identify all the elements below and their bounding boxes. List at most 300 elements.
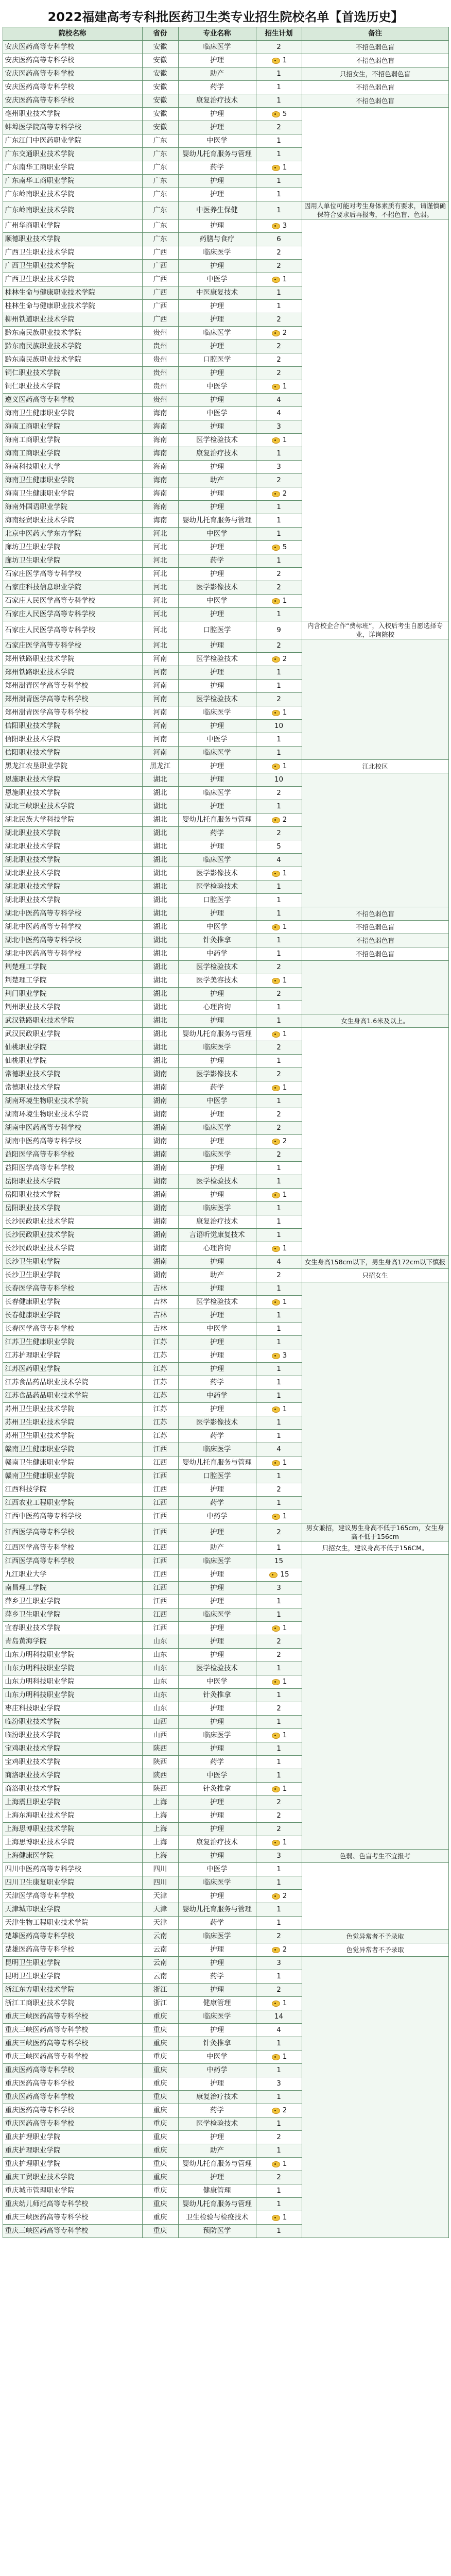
school-name: 江西医学高等专科学校 (5, 1528, 75, 1536)
province-cell: 江西 (142, 1483, 178, 1497)
major-cell: 护理 (178, 1984, 256, 1997)
plan-cell (256, 340, 302, 353)
major-cell: 护理 (178, 1189, 256, 1202)
school-name: 重庆医药高等专科学校 (5, 2079, 75, 2088)
plan-cell (256, 2104, 302, 2117)
plan-cell (256, 1769, 302, 1783)
major-cell: 婴幼儿托育服务与管理 (178, 1028, 256, 1041)
school-cell (3, 94, 142, 108)
plan-count: 1 (276, 1365, 281, 1373)
school-cell (3, 108, 142, 121)
school-cell (3, 1229, 142, 1242)
plan-cell (256, 121, 302, 134)
school-cell (3, 1497, 142, 1510)
province-cell: 湖南 (142, 1215, 178, 1229)
mascot-icon (271, 544, 281, 551)
plan-count: 2 (282, 329, 287, 337)
plan-cell (256, 1582, 302, 1595)
plan-cell (256, 67, 302, 81)
table-row (3, 639, 448, 653)
major-cell: 护理 (178, 907, 256, 921)
province-cell: 山东 (142, 1662, 178, 1675)
plan-count: 1 (276, 206, 281, 214)
province-cell: 湖北 (142, 988, 178, 1001)
plan-count: 3 (276, 463, 281, 471)
school-name: 廊坊卫生职业学院 (5, 543, 61, 551)
major-cell: 心理咨询 (178, 1001, 256, 1014)
school-name: 海南工商职业学院 (5, 436, 61, 444)
plan-count: 3 (276, 2079, 281, 2088)
plan-count: 3 (276, 1852, 281, 1860)
school-cell (3, 840, 142, 854)
province-cell: 海南 (142, 501, 178, 514)
province-cell: 广东 (142, 188, 178, 201)
plan-cell (256, 461, 302, 474)
plan-count: 2 (282, 655, 287, 663)
school-name: 恩施职业技术学院 (5, 775, 61, 784)
school-cell (3, 201, 142, 219)
plan-cell (256, 1783, 302, 1796)
table-row (3, 219, 448, 233)
plan-count: 2 (276, 1932, 281, 1940)
province-cell: 四川 (142, 1876, 178, 1890)
col-school-header: 院校名称 (3, 27, 142, 41)
school-name: 长春健康职业学院 (5, 1311, 61, 1319)
school-name: 重庆医药高等专科学校 (5, 2093, 75, 2101)
note-cell (302, 67, 448, 81)
school-cell (3, 1108, 142, 1122)
plan-cell (256, 1957, 302, 1970)
province-cell: 重庆 (142, 2104, 178, 2117)
plan-cell (256, 1376, 302, 1389)
plan-count: 1 (276, 137, 281, 145)
province-cell: 湖北 (142, 961, 178, 974)
plan-cell (256, 880, 302, 894)
school-name: 商洛职业技术学院 (5, 1785, 61, 1793)
school-name: 九江职业大学 (5, 1570, 47, 1579)
school-name: 重庆幼儿师范高等专科学校 (5, 2200, 89, 2208)
school-cell (3, 867, 142, 880)
plan-count: 9 (276, 625, 281, 634)
plan-count: 1 (276, 1597, 281, 1605)
school-name: 青岛黄海学院 (5, 1637, 47, 1646)
province-cell: 湖南 (142, 1148, 178, 1162)
plan-cell (256, 286, 302, 300)
school-cell (3, 2184, 142, 2198)
plan-cell (256, 1081, 302, 1095)
plan-cell (256, 327, 302, 340)
major-cell: 医学检验技术 (178, 1662, 256, 1675)
school-cell (3, 2037, 142, 2050)
school-name: 海南卫生健康职业学院 (5, 489, 75, 498)
mascot-icon (271, 330, 281, 336)
plan-count: 1 (282, 1624, 287, 1632)
plan-cell (256, 2050, 302, 2064)
school-name: 重庆三峡医药高等专科学校 (5, 2213, 89, 2222)
major-cell: 婴幼儿托育服务与管理 (178, 2198, 256, 2211)
province-cell: 贵州 (142, 380, 178, 394)
plan-cell (256, 2024, 302, 2037)
school-cell (3, 568, 142, 581)
province-cell: 湖北 (142, 934, 178, 947)
major-cell: 临床医学 (178, 41, 256, 54)
plan-count: 1 (276, 2120, 281, 2128)
school-name: 重庆护理职业学院 (5, 2133, 61, 2141)
plan-count: 1 (276, 1718, 281, 1726)
plan-count: 2 (282, 816, 287, 824)
note-text: 女生身高158cm以下，男生身高172cm以下慎报 (304, 1258, 446, 1266)
province-cell: 湖南 (142, 1081, 178, 1095)
school-cell (3, 894, 142, 907)
plan-count: 1 (282, 2160, 287, 2168)
major-cell: 临床医学 (178, 706, 256, 720)
school-cell (3, 148, 142, 161)
school-name: 南昌理工学院 (5, 1584, 47, 1592)
province-cell: 陕西 (142, 1769, 178, 1783)
major-cell: 护理 (178, 1943, 256, 1957)
school-cell (3, 1716, 142, 1729)
province-cell: 山东 (142, 1635, 178, 1649)
province-cell: 浙江 (142, 1997, 178, 2010)
school-name: 常德职业技术学院 (5, 1070, 61, 1078)
province-cell: 云南 (142, 1930, 178, 1943)
plan-count: 1 (276, 1378, 281, 1386)
province-cell: 海南 (142, 514, 178, 528)
province-cell: 陕西 (142, 1756, 178, 1769)
major-cell: 临床医学 (178, 1608, 256, 1622)
major-cell: 中医学 (178, 733, 256, 747)
mascot-icon (271, 1352, 281, 1359)
school-cell (3, 1202, 142, 1215)
school-name: 海南外国语职业学院 (5, 503, 67, 511)
school-cell (3, 541, 142, 554)
province-cell: 湖北 (142, 854, 178, 867)
table-header (3, 27, 448, 41)
school-cell (3, 1769, 142, 1783)
major-cell: 临床医学 (178, 1122, 256, 1135)
plan-count: 6 (276, 235, 281, 243)
note-cell (302, 108, 448, 201)
province-cell: 重庆 (142, 2010, 178, 2024)
province-cell: 湖北 (142, 867, 178, 880)
province-cell: 江西 (142, 1541, 178, 1555)
col-major-header: 专业名称 (178, 27, 256, 41)
plan-count: 1 (276, 1771, 281, 1780)
school-name: 重庆工贸职业技术学院 (5, 2173, 75, 2181)
plan-cell (256, 1649, 302, 1662)
school-name: 临汾职业技术学院 (5, 1731, 61, 1739)
school-name: 海南经贸职业技术学院 (5, 516, 75, 524)
school-name: 重庆医药高等专科学校 (5, 2120, 75, 2128)
school-name: 安庆医药高等专科学校 (5, 43, 75, 51)
school-cell (3, 595, 142, 608)
table-row (3, 94, 448, 108)
major-cell: 婴幼儿托育服务与管理 (178, 1903, 256, 1917)
major-cell: 护理 (178, 1568, 256, 1582)
school-name: 宝鸡职业技术学院 (5, 1758, 61, 1766)
province-cell: 江苏 (142, 1403, 178, 1416)
major-cell: 临床医学 (178, 1876, 256, 1890)
province-cell: 湖北 (142, 1001, 178, 1014)
province-cell: 江苏 (142, 1363, 178, 1376)
major-cell: 护理 (178, 800, 256, 814)
plan-count: 1 (276, 2146, 281, 2155)
major-cell: 临床医学 (178, 2010, 256, 2024)
mascot-icon (271, 1192, 281, 1198)
province-cell: 河南 (142, 720, 178, 733)
plan-cell (256, 1229, 302, 1242)
school-name: 石家庄人民医学高等专科学校 (5, 610, 95, 618)
province-cell: 四川 (142, 1863, 178, 1876)
plan-count: 1 (276, 1919, 281, 1927)
school-name: 荆州职业技术学院 (5, 1003, 61, 1011)
major-cell: 临床医学 (178, 1202, 256, 1215)
plan-cell (256, 1555, 302, 1568)
major-cell: 护理 (178, 1135, 256, 1148)
mascot-icon (271, 817, 281, 823)
plan-count: 1 (276, 802, 281, 810)
major-cell: 药学 (178, 1430, 256, 1443)
province-cell: 安徽 (142, 81, 178, 94)
major-cell: 护理 (178, 1595, 256, 1608)
province-cell: 湖北 (142, 947, 178, 961)
mascot-icon (271, 1513, 281, 1520)
school-cell (3, 2144, 142, 2158)
major-cell: 临床医学 (178, 854, 256, 867)
plan-count: 1 (282, 708, 287, 717)
school-name: 上海思博职业技术学院 (5, 1825, 75, 1833)
plan-count: 2 (282, 2106, 287, 2114)
major-cell: 护理 (178, 639, 256, 653)
note-cell (302, 1541, 448, 1555)
province-cell: 黑龙江 (142, 760, 178, 773)
school-cell (3, 1430, 142, 1443)
school-cell (3, 1282, 142, 1296)
major-cell: 医学影像技术 (178, 581, 256, 595)
province-cell: 江西 (142, 1595, 178, 1608)
plan-cell (256, 1903, 302, 1917)
plan-count: 2 (276, 789, 281, 797)
major-cell: 临床医学 (178, 747, 256, 760)
plan-cell (256, 2158, 302, 2171)
province-cell: 海南 (142, 420, 178, 434)
school-cell (3, 720, 142, 733)
major-cell: 药学 (178, 1917, 256, 1930)
school-cell (3, 273, 142, 286)
school-name: 湖北职业技术学院 (5, 883, 61, 891)
school-cell (3, 608, 142, 621)
school-cell (3, 974, 142, 988)
mascot-icon (271, 111, 281, 117)
school-name: 山东力明科技职业学院 (5, 1651, 75, 1659)
mascot-icon (271, 57, 281, 64)
school-name: 黔东南民族职业技术学院 (5, 329, 81, 337)
plan-count: 10 (274, 722, 284, 730)
mascot-icon (271, 1084, 281, 1091)
school-name: 蚌埠医学院高等专科学校 (5, 123, 81, 131)
plan-count: 5 (282, 110, 287, 118)
major-cell: 言语听觉康复技术 (178, 1229, 256, 1242)
school-name: 江西科技学院 (5, 1485, 47, 1494)
school-name: 顺德职业技术学院 (5, 235, 61, 243)
province-cell: 重庆 (142, 2077, 178, 2091)
plan-cell (256, 1403, 302, 1416)
major-cell: 护理 (178, 760, 256, 773)
province-cell: 吉林 (142, 1323, 178, 1336)
plan-count: 4 (276, 1258, 281, 1266)
plan-cell (256, 2131, 302, 2144)
major-cell: 护理 (178, 1282, 256, 1296)
province-cell: 江西 (142, 1456, 178, 1470)
plan-cell (256, 1796, 302, 1809)
province-cell: 山西 (142, 1716, 178, 1729)
plan-cell (256, 1510, 302, 1523)
major-cell: 医学影像技术 (178, 1416, 256, 1430)
school-name: 信阳职业技术学院 (5, 749, 61, 757)
major-cell: 护理 (178, 367, 256, 380)
major-cell: 护理 (178, 840, 256, 854)
major-cell: 中医学 (178, 273, 256, 286)
note-cell (302, 1957, 448, 2238)
major-cell: 护理 (178, 1890, 256, 1903)
mascot-icon (271, 1946, 281, 1953)
plan-count: 1 (276, 735, 281, 743)
plan-cell (256, 2211, 302, 2225)
school-name: 广西卫生职业技术学院 (5, 262, 75, 270)
province-cell: 江苏 (142, 1416, 178, 1430)
major-cell: 中医学 (178, 595, 256, 608)
plan-count: 2 (276, 1798, 281, 1806)
major-cell: 临床医学 (178, 1930, 256, 1943)
school-cell (3, 2198, 142, 2211)
header-row (3, 27, 448, 41)
school-name: 仙桃职业学院 (5, 1043, 47, 1052)
plan-cell (256, 1336, 302, 1349)
table-row (3, 1850, 448, 1863)
school-name: 湖北职业技术学院 (5, 896, 61, 904)
school-cell (3, 300, 142, 313)
major-cell: 医学影像技术 (178, 1068, 256, 1081)
province-cell: 河北 (142, 528, 178, 541)
school-cell (3, 1675, 142, 1689)
school-name: 信阳职业技术学院 (5, 735, 61, 743)
plan-count: 1 (282, 1083, 287, 1092)
school-name: 萍乡卫生职业学院 (5, 1597, 61, 1605)
school-cell (3, 653, 142, 666)
plan-count: 1 (282, 597, 287, 605)
plan-count: 1 (276, 516, 281, 524)
note-cell (302, 1555, 448, 1850)
school-name: 湖北中医药高等专科学校 (5, 909, 81, 918)
province-cell: 上海 (142, 1836, 178, 1850)
plan-cell (256, 1729, 302, 1742)
school-cell (3, 246, 142, 260)
mascot-icon (271, 1299, 281, 1306)
plan-count: 1 (282, 382, 287, 391)
school-name: 海南科技职业大学 (5, 463, 61, 471)
plan-count: 3 (282, 222, 287, 230)
province-cell: 湖南 (142, 1175, 178, 1189)
school-name: 武汉铁路职业技术学院 (5, 1016, 75, 1025)
plan-cell (256, 621, 302, 639)
province-cell: 湖北 (142, 1028, 178, 1041)
major-cell: 护理 (178, 2024, 256, 2037)
major-cell: 护理 (178, 121, 256, 134)
school-name: 湖北职业技术学院 (5, 829, 61, 837)
school-name: 苏州卫生职业技术学院 (5, 1405, 75, 1413)
plan-cell (256, 1028, 302, 1041)
province-cell: 湖北 (142, 1014, 178, 1028)
plan-cell (256, 41, 302, 54)
plan-count: 1 (276, 1611, 281, 1619)
mascot-icon (271, 2000, 281, 2007)
plan-count: 2 (276, 1124, 281, 1132)
school-cell (3, 2091, 142, 2104)
major-cell: 助产 (178, 1269, 256, 1282)
school-cell (3, 827, 142, 840)
plan-cell (256, 528, 302, 541)
plan-count: 2 (276, 248, 281, 257)
major-cell: 护理 (178, 1055, 256, 1068)
table-row (3, 907, 448, 921)
plan-count: 2 (276, 641, 281, 650)
major-cell: 婴幼儿托育服务与管理 (178, 148, 256, 161)
school-name: 重庆护理职业学院 (5, 2146, 61, 2155)
plan-count: 1 (276, 1016, 281, 1025)
school-cell (3, 313, 142, 327)
plan-cell (256, 961, 302, 974)
plan-count: 4 (276, 856, 281, 864)
plan-cell (256, 934, 302, 947)
province-cell: 吉林 (142, 1296, 178, 1309)
plan-count: 1 (276, 1217, 281, 1226)
plan-cell (256, 1309, 302, 1323)
school-cell (3, 286, 142, 300)
province-cell: 广西 (142, 286, 178, 300)
plan-count: 1 (276, 1544, 281, 1552)
major-cell: 护理 (178, 1162, 256, 1175)
plan-count: 1 (276, 1392, 281, 1400)
school-cell (3, 1001, 142, 1014)
province-cell: 广西 (142, 273, 178, 286)
province-cell: 河南 (142, 666, 178, 680)
school-name: 湖北职业技术学院 (5, 856, 61, 864)
plan-cell (256, 1876, 302, 1890)
note-cell (302, 54, 448, 67)
major-cell: 药学 (178, 1756, 256, 1769)
school-cell (3, 514, 142, 528)
school-name: 海南工商职业学院 (5, 422, 61, 431)
school-name: 常德职业技术学院 (5, 1083, 61, 1092)
plan-count: 2 (276, 1043, 281, 1052)
school-cell (3, 260, 142, 273)
plan-count: 1 (282, 1731, 287, 1739)
major-cell: 医学检验技术 (178, 880, 256, 894)
school-name: 重庆三峡医药高等专科学校 (5, 2039, 89, 2047)
plan-count: 1 (276, 1311, 281, 1319)
note-cell (302, 1850, 448, 1863)
table-row (3, 760, 448, 773)
major-cell: 护理 (178, 568, 256, 581)
school-cell (3, 1323, 142, 1336)
major-cell: 护理 (178, 260, 256, 273)
plan-count: 1 (276, 556, 281, 565)
school-cell (3, 1876, 142, 1890)
table-body (3, 41, 448, 2238)
plan-cell (256, 94, 302, 108)
plan-count: 1 (276, 1164, 281, 1172)
plan-count: 1 (282, 163, 287, 172)
